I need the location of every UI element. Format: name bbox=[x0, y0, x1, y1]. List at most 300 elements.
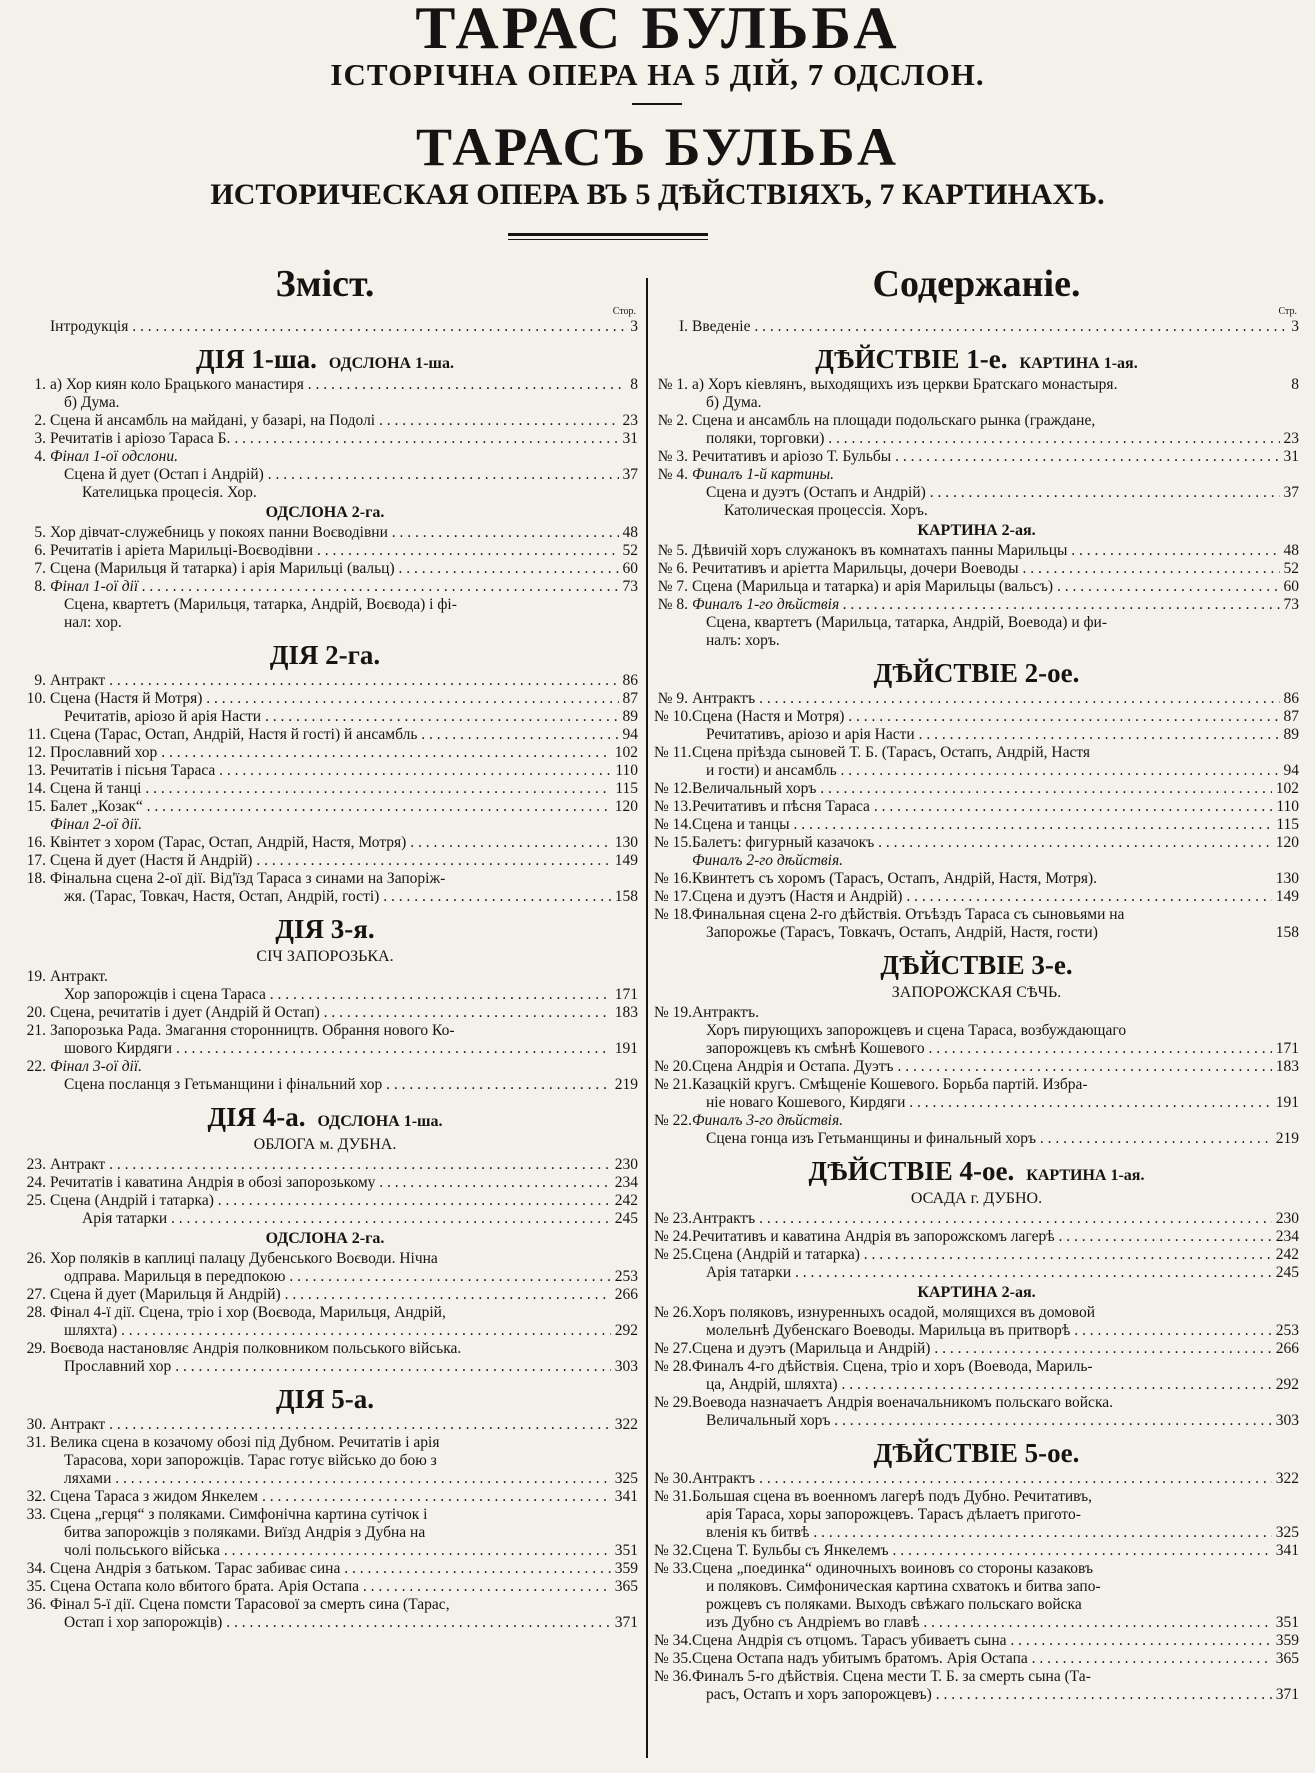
toc-entry bbox=[654, 690, 1299, 708]
entry-number: 18. bbox=[26, 870, 46, 887]
entry-text: Речитативъ и аріетта Марильцы, дочери Воеводы . . . bbox=[692, 560, 1299, 578]
act-heading bbox=[654, 336, 1299, 376]
entry-number: № 24. bbox=[654, 1228, 693, 1245]
entry-text: Сцена (Настя и Мотря) . . . bbox=[692, 708, 1299, 726]
entry-page-number: 253 bbox=[611, 1268, 638, 1286]
toc-entry bbox=[12, 1560, 638, 1578]
entry-page-number: 52 bbox=[1280, 560, 1300, 578]
toc-entry bbox=[12, 1004, 638, 1022]
entry-number: № 30. bbox=[654, 1470, 693, 1487]
entry-text: Сцена Тараса з жидом Янкелем . . . bbox=[50, 1488, 638, 1506]
toc-entry bbox=[12, 1156, 638, 1174]
toc-entry bbox=[12, 1358, 638, 1376]
entry-page-number: 115 bbox=[1272, 816, 1299, 834]
entry-number: № 13. bbox=[654, 798, 693, 815]
entry-page-number: 86 bbox=[619, 672, 639, 690]
entry-page-number: 359 bbox=[1272, 1632, 1299, 1650]
toc-entry bbox=[654, 1560, 1299, 1578]
entry-text: Сцена (Настя й Мотря) . . . bbox=[50, 690, 638, 708]
entry-text: б) Дума. bbox=[64, 394, 120, 411]
act-heading bbox=[654, 942, 1299, 982]
entry-page-number: 86 bbox=[1280, 690, 1300, 708]
scene-heading: ОДСЛОНА 2-га. bbox=[265, 1230, 385, 1247]
toc-entry bbox=[12, 1434, 638, 1452]
entry-text: Хор дівчат-служебниць у покоях панни Воєводівни . . . bbox=[50, 524, 638, 542]
entry-number: 17. bbox=[26, 852, 46, 869]
entry-number: № 7. bbox=[657, 578, 688, 595]
entry-text: а) Хор киян коло Брацького манастиря . . . bbox=[50, 376, 638, 394]
page-column-label: Стор. bbox=[612, 306, 636, 317]
toc-entry bbox=[12, 596, 638, 614]
entry-number: 2. bbox=[34, 412, 46, 429]
entry-text: Казацкій кругъ. Смѣщеніе Кошевого. Борьба партій. Избра- bbox=[692, 1076, 1088, 1093]
entry-text: Сцена и ансамбль на площади подольскаго рынка (граждане, bbox=[692, 412, 1096, 429]
entry-number: 8. bbox=[34, 578, 46, 595]
toc-entry bbox=[12, 1268, 638, 1286]
entry-number: № 4. bbox=[657, 466, 688, 483]
entry-number: 28. bbox=[26, 1304, 46, 1321]
subtitle-russian: ИСТОРИЧЕСКАЯ ОПЕРА ВЪ 5 ДѢЙСТВІЯХЪ, 7 КАРТИНАХЪ. bbox=[210, 178, 1105, 211]
toc-entry bbox=[12, 1210, 638, 1228]
toc-entry bbox=[654, 1322, 1299, 1340]
toc-entry bbox=[12, 614, 638, 632]
entry-text: Балет „Козак“ . . . bbox=[50, 798, 638, 816]
toc-entry bbox=[654, 596, 1299, 614]
entry-number: 30. bbox=[26, 1416, 46, 1433]
entry-text: Финальная сцена 2-го дѣйствія. Отъѣздъ Тараса съ сыновьями на bbox=[692, 906, 1125, 923]
entry-text: Сцена гонца изъ Гетьманщины и финальный хоръ . . . bbox=[706, 1130, 1299, 1148]
entry-page-number: 8 bbox=[626, 376, 638, 394]
entry-number: 24. bbox=[26, 1174, 46, 1191]
toc-entry bbox=[12, 986, 638, 1004]
entry-number: № 5. bbox=[657, 542, 688, 559]
act-heading bbox=[12, 336, 638, 376]
act-heading bbox=[654, 1148, 1299, 1188]
toc-entry bbox=[654, 578, 1299, 596]
entry-number: 3. bbox=[34, 430, 46, 447]
entry-number: № 21. bbox=[654, 1076, 693, 1093]
act-heading bbox=[654, 650, 1299, 690]
entry-text: Величальный хоръ . . . bbox=[692, 780, 1299, 798]
entry-page-number: 158 bbox=[611, 888, 638, 906]
toc-entry bbox=[12, 484, 638, 502]
entry-text: запорожцевъ къ смѣнѣ Кошевого . . . bbox=[706, 1040, 1299, 1058]
entry-page-number: 37 bbox=[1280, 484, 1300, 502]
entry-number: № 6. bbox=[657, 560, 688, 577]
entry-number: 20. bbox=[26, 1004, 46, 1021]
toc-entry bbox=[654, 1394, 1299, 1412]
toc-entry bbox=[654, 1412, 1299, 1430]
entry-text: и поляковъ. Симфоническая картина схватокъ и битва запо- bbox=[706, 1578, 1101, 1595]
entry-text: Антракт. bbox=[50, 968, 108, 985]
entry-page-number: 322 bbox=[611, 1416, 638, 1434]
header-double-rule-top bbox=[508, 233, 708, 236]
entry-text: Сцена (Андрій і татарка) . . . bbox=[50, 1192, 638, 1210]
entry-number: № 1. bbox=[657, 376, 688, 393]
setting-heading: ОСАДА г. ДУБНО. bbox=[910, 1190, 1043, 1207]
entry-page-number: 89 bbox=[619, 708, 639, 726]
toc-entry bbox=[12, 412, 638, 430]
setting-heading: ОБЛОГА м. ДУБНА. bbox=[253, 1136, 397, 1153]
toc-entry bbox=[12, 1076, 638, 1094]
entry-number: 13. bbox=[26, 762, 46, 779]
toc-entry bbox=[12, 1174, 638, 1192]
toc-entry bbox=[12, 762, 638, 780]
entry-text: шляхта) . . . bbox=[64, 1322, 638, 1340]
entry-number: 21. bbox=[26, 1022, 46, 1039]
toc-entry bbox=[12, 816, 638, 834]
scene-label: КАРТИНА 1-ая. bbox=[1019, 355, 1138, 372]
setting-heading: СІЧ ЗАПОРОЗЬКА. bbox=[256, 948, 394, 965]
entry-page-number: 341 bbox=[1272, 1542, 1299, 1560]
scene-heading: ОДСЛОНА 2-га. bbox=[265, 504, 385, 521]
entry-page-number: 31 bbox=[1280, 448, 1300, 466]
toc-entry bbox=[654, 834, 1299, 852]
toc-entry bbox=[12, 726, 638, 744]
entry-text: Сцена, квартетъ (Марильця, татарка, Андрій, Воєвода) і фі- bbox=[64, 596, 457, 613]
entry-text: Финалъ 1-го дѣйствія . . . bbox=[692, 596, 1299, 614]
toc-entry bbox=[654, 726, 1299, 744]
toc-entry bbox=[654, 1340, 1299, 1358]
entry-page-number: 322 bbox=[1272, 1470, 1299, 1488]
entry-text: Речитативъ и пѣсня Тараса . . . bbox=[692, 798, 1299, 816]
entry-text: Хоръ пирующихъ запорожцевъ и сцена Тараса, возбуждающаго bbox=[706, 1022, 1127, 1039]
toc-entry bbox=[12, 1040, 638, 1058]
entry-page-number: 191 bbox=[1272, 1094, 1299, 1112]
toc-entry bbox=[654, 502, 1299, 520]
entry-text: Хор запорожців і сцена Тараса . . . bbox=[64, 986, 638, 1004]
entry-page-number: 245 bbox=[1272, 1264, 1299, 1282]
contents-title: Содержаніе. bbox=[872, 263, 1081, 305]
entry-text: Большая сцена въ военномъ лагерѣ подъ Дубно. Речитативъ, bbox=[692, 1488, 1092, 1505]
entry-text: Сцена посланця з Гетьманщини і фінальний хор . . . bbox=[64, 1076, 638, 1094]
toc-entry bbox=[12, 1022, 638, 1040]
entry-text: Фінал 1-ої одслони. bbox=[50, 448, 178, 465]
toc-entry bbox=[654, 376, 1299, 394]
entry-text: Финалъ 5-го дѣйствія. Сцена мести Т. Б. за смерть сына (Та- bbox=[692, 1668, 1091, 1685]
entry-text: Запорожье (Тарасъ, Товкачъ, Остапъ, Андрій, Настя, гости) bbox=[706, 924, 1098, 941]
page-column-label: Стр. bbox=[1278, 306, 1297, 317]
toc-entry bbox=[12, 524, 638, 542]
toc-entry bbox=[12, 834, 638, 852]
entry-text: а) Хоръ кіевлянъ, выходящихъ изъ церкви Братскагo монастыря. bbox=[692, 376, 1118, 393]
entry-text: Сцена й дует (Остап і Андрій) . . . bbox=[64, 466, 638, 484]
entry-number: № 22. bbox=[654, 1112, 693, 1129]
entry-text: Сцена „герця“ з поляками. Симфонічна картина сутічок і bbox=[50, 1506, 428, 1523]
entry-text: Сцена пріѣзда сыновей Т. Б. (Тарасъ, Остапъ, Андрій, Настя bbox=[692, 744, 1091, 761]
toc-entry bbox=[654, 1004, 1299, 1022]
toc-entry bbox=[654, 1040, 1299, 1058]
entry-text: Сцена (Марильца и татарка) и арія Марильцы (вальсъ) . . . bbox=[692, 578, 1299, 596]
toc-entry bbox=[654, 762, 1299, 780]
act-heading bbox=[654, 1430, 1299, 1470]
toc-entry bbox=[654, 1470, 1299, 1488]
entry-page-number: 234 bbox=[1272, 1228, 1299, 1246]
entry-text: Антракт . . . bbox=[50, 1156, 638, 1174]
entry-page-number: 110 bbox=[1272, 798, 1299, 816]
entry-text: Фінал 4-ї дії. Сцена, тріо і хор (Воєвода, Марильця, Андрій, bbox=[50, 1304, 446, 1321]
entry-page-number: 23 bbox=[619, 412, 639, 430]
entry-page-number: 130 bbox=[1272, 870, 1299, 888]
toc-entry bbox=[12, 1058, 638, 1076]
entry-number: № 27. bbox=[654, 1340, 693, 1357]
entry-page-number: 183 bbox=[1272, 1058, 1299, 1076]
entry-number: № 12. bbox=[654, 780, 693, 797]
entry-page-number: 183 bbox=[611, 1004, 638, 1022]
entry-number: 1. bbox=[34, 376, 46, 393]
entry-text: вленія къ битвѣ . . . bbox=[706, 1524, 1299, 1542]
entry-number: № 25. bbox=[654, 1246, 693, 1263]
entry-text: Сцена „поединка“ одиночныхъ воиновъ со стороны казаковъ bbox=[692, 1560, 1093, 1577]
entry-text: Сцена, квартетъ (Марильца, татарка, Андрій, Воевода) и фи- bbox=[706, 614, 1108, 631]
toc-entry bbox=[654, 466, 1299, 484]
entry-number: 31. bbox=[26, 1434, 46, 1451]
entry-text: Сцена Т. Бульбы съ Янкелемъ . . . bbox=[692, 1542, 1299, 1560]
entry-text: Фінал 1-ої дії . . . bbox=[50, 578, 638, 596]
toc-entry bbox=[654, 1488, 1299, 1506]
entry-number: I. bbox=[678, 318, 688, 335]
entry-page-number: 130 bbox=[611, 834, 638, 852]
act-title: ДІЯ 3-я. bbox=[275, 914, 375, 944]
toc-entry bbox=[654, 448, 1299, 466]
toc-entry bbox=[654, 1112, 1299, 1130]
toc-entry bbox=[654, 484, 1299, 502]
entry-text: Сцена и дуэтъ (Настя и Андрій) . . . bbox=[692, 888, 1299, 906]
entry-number: 25. bbox=[26, 1192, 46, 1209]
toc-entry bbox=[12, 968, 638, 986]
entry-text: одправа. Марильця в передпокою . . . bbox=[64, 1268, 638, 1286]
entry-page-number: 359 bbox=[611, 1560, 638, 1578]
entry-page-number: 292 bbox=[611, 1322, 638, 1340]
toc-entry bbox=[654, 1246, 1299, 1264]
toc-entry bbox=[12, 870, 638, 888]
entry-number: 26. bbox=[26, 1250, 46, 1267]
title-ukrainian: ТАРАС БУЛЬБА bbox=[415, 0, 900, 61]
entry-text: Хор поляків в каплиці палацу Дубенського Воєводи. Нічна bbox=[50, 1250, 438, 1267]
toc-entry bbox=[654, 1376, 1299, 1394]
toc-entry bbox=[654, 1668, 1299, 1686]
entry-page-number: 219 bbox=[1272, 1130, 1299, 1148]
entry-text: Фінал 5-ї дії. Сцена помсти Тарасової за смерть сина (Тарас, bbox=[50, 1596, 450, 1613]
act-heading bbox=[12, 1376, 638, 1416]
toc-entry bbox=[654, 1304, 1299, 1322]
entry-text: Величальный хоръ . . . bbox=[706, 1412, 1299, 1430]
toc-list bbox=[654, 318, 1299, 1704]
entry-number: № 32. bbox=[654, 1542, 693, 1559]
entry-page-number: 245 bbox=[611, 1210, 638, 1228]
setting-heading: ЗАПОРОЖСКАЯ СѢЧЬ. bbox=[891, 984, 1062, 1001]
entry-text: Прославний хор . . . bbox=[50, 744, 638, 762]
entry-text: Антракт . . . bbox=[50, 1416, 638, 1434]
entry-number: № 9. bbox=[657, 690, 688, 707]
toc-entry bbox=[654, 1578, 1299, 1596]
toc-entry bbox=[12, 448, 638, 466]
entry-text: ляхами . . . bbox=[64, 1470, 638, 1488]
entry-number: 12. bbox=[26, 744, 46, 761]
toc-entry bbox=[12, 1470, 638, 1488]
entry-page-number: 31 bbox=[619, 430, 639, 448]
entry-number: 14. bbox=[26, 780, 46, 797]
entry-number: № 11. bbox=[654, 744, 692, 761]
entry-text: Речитативъ и аріозо Т. Бульбы . . . bbox=[692, 448, 1299, 466]
toc-entry bbox=[654, 1094, 1299, 1112]
entry-text: Балетъ: фигурный казачокъ . . . bbox=[692, 834, 1299, 852]
scene-heading: КАРТИНА 2-ая. bbox=[917, 1284, 1036, 1301]
subtitle-ukrainian: ІСТОРІЧНА ОПЕРА НА 5 ДІЙ, 7 ОДСЛОН. bbox=[330, 57, 985, 92]
toc-list bbox=[12, 318, 638, 1632]
entry-page-number: 149 bbox=[1272, 888, 1299, 906]
act-title: ДѢЙСТВІЕ 3-е. bbox=[880, 950, 1073, 980]
entry-number: № 35. bbox=[654, 1650, 693, 1667]
entry-text: Сцена (Андрій и татарка) . . . bbox=[692, 1246, 1299, 1264]
entry-page-number: 87 bbox=[1280, 708, 1300, 726]
entry-page-number: 73 bbox=[619, 578, 639, 596]
entry-page-number: 351 bbox=[611, 1542, 638, 1560]
entry-number: 4. bbox=[34, 448, 46, 465]
toc-entry bbox=[12, 1452, 638, 1470]
scene-heading: КАРТИНА 2-ая. bbox=[917, 522, 1036, 539]
toc-entry bbox=[654, 1228, 1299, 1246]
entry-text: Сцена й дует (Настя й Андрій) . . . bbox=[50, 852, 638, 870]
toc-entry bbox=[654, 1650, 1299, 1668]
act-title: ДІЯ 1-ша. bbox=[196, 344, 317, 374]
entry-text: Сцена Андрія и Остапа. Дуэтъ . . . bbox=[692, 1058, 1299, 1076]
toc-entry bbox=[654, 1358, 1299, 1376]
entry-page-number: 365 bbox=[1272, 1650, 1299, 1668]
toc-entry bbox=[654, 1542, 1299, 1560]
entry-page-number: 3 bbox=[626, 318, 638, 336]
entry-number: 33. bbox=[26, 1506, 46, 1523]
entry-text: Речитатів і аріета Марильці-Воєводівни . . . bbox=[50, 542, 638, 560]
entry-page-number: 87 bbox=[619, 690, 639, 708]
entry-page-number: 89 bbox=[1280, 726, 1300, 744]
entry-text: Сцена (Тарас, Остап, Андрій, Настя й гості) й ансамбль . . . bbox=[50, 726, 638, 744]
toc-entry bbox=[12, 1506, 638, 1524]
entry-number: № 29. bbox=[654, 1394, 693, 1411]
entry-text: Запорозька Рада. Змагання сторонництв. Обрання нового Ко- bbox=[50, 1022, 455, 1039]
toc-entry bbox=[12, 394, 638, 412]
entry-text: Кателицька процесія. Хор. bbox=[82, 484, 257, 501]
entry-page-number: 3 bbox=[1287, 318, 1299, 336]
entry-text: Воевода назначаетъ Андрія военачальникомъ польскаго войска. bbox=[692, 1394, 1113, 1411]
toc-entry bbox=[654, 1632, 1299, 1650]
entry-page-number: 365 bbox=[611, 1578, 638, 1596]
toc-entry bbox=[12, 1578, 638, 1596]
entry-page-number: 23 bbox=[1280, 430, 1300, 448]
toc-entry bbox=[654, 542, 1299, 560]
entry-text: Антрактъ . . . bbox=[692, 1470, 1299, 1488]
entry-text: Сцена (Марильця й татарка) і арія Марильці (вальц) . . . bbox=[50, 560, 638, 578]
act-title: ДѢЙСТВІЕ 2-ое. bbox=[873, 658, 1080, 688]
title-russian: ТАРАСЪ БУЛЬБА bbox=[415, 117, 900, 177]
entry-text: поляки, торговки) . . . bbox=[706, 430, 1299, 448]
entry-page-number: 115 bbox=[611, 780, 638, 798]
scene-label: ОДСЛОНА 1-ша. bbox=[317, 1113, 443, 1130]
act-heading bbox=[12, 1094, 638, 1134]
entry-text: Речитатів і каватина Андрія в обозі запорозькому . . . bbox=[50, 1174, 638, 1192]
entry-text: Сцена й дует (Марильця й Андрій) . . . bbox=[50, 1286, 638, 1304]
entry-number: 7. bbox=[34, 560, 46, 577]
toc-entry bbox=[12, 1322, 638, 1340]
toc-entry bbox=[12, 1524, 638, 1542]
toc-entry bbox=[654, 888, 1299, 906]
entry-text: Сцена й ансамбль на майдані, у базарі, на Подолі . . . bbox=[50, 412, 638, 430]
entry-page-number: 52 bbox=[619, 542, 639, 560]
scene-label: ОДСЛОНА 1-ша. bbox=[328, 355, 454, 372]
entry-text: Сцена Остапа надъ убитымъ братомъ. Арія Остапа . . . bbox=[692, 1650, 1299, 1668]
entry-page-number: 371 bbox=[1272, 1686, 1299, 1704]
act-title: ДІЯ 2-га. bbox=[269, 640, 381, 670]
entry-page-number: 253 bbox=[1272, 1322, 1299, 1340]
entry-number: 10. bbox=[26, 690, 46, 707]
entry-text: Сцена й танці . . . bbox=[50, 780, 638, 798]
toc-entry bbox=[654, 318, 1299, 336]
toc-entry bbox=[12, 690, 638, 708]
entry-text: Інтродукція . . . bbox=[50, 318, 638, 336]
entry-text: Финалъ 1-й картины. bbox=[692, 466, 835, 483]
entry-number: № 8. bbox=[657, 596, 688, 613]
entry-number: 19. bbox=[26, 968, 46, 985]
entry-page-number: 73 bbox=[1280, 596, 1300, 614]
entry-number: 23. bbox=[26, 1156, 46, 1173]
entry-number: 5. bbox=[34, 524, 46, 541]
entry-text: арія Тараса, хоры запорожцевъ. Тарасъ дѣлаетъ пригото- bbox=[706, 1506, 1081, 1523]
entry-text: шового Кирдяги . . . bbox=[64, 1040, 638, 1058]
entry-number: 15. bbox=[26, 798, 46, 815]
entry-text: Антракт . . . bbox=[50, 672, 638, 690]
toc-entry bbox=[12, 852, 638, 870]
entry-text: Сцена и танцы . . . bbox=[692, 816, 1299, 834]
entry-number: № 31. bbox=[654, 1488, 693, 1505]
entry-number: 34. bbox=[26, 1560, 46, 1577]
act-title: ДѢЙСТВІЕ 1-е. bbox=[815, 344, 1008, 374]
entry-page-number: 266 bbox=[611, 1286, 638, 1304]
entry-text: Арія татарки . . . bbox=[82, 1210, 638, 1228]
entry-text: Сцена и дуэтъ (Марильца и Андрій) . . . bbox=[692, 1340, 1299, 1358]
column-divider bbox=[646, 278, 648, 1758]
entry-text: Хоръ поляковъ, изнуренныхъ осадой, молящихся въ домовой bbox=[692, 1304, 1096, 1321]
act-heading bbox=[12, 906, 638, 946]
entry-text: ца, Андрій, шляхта) . . . bbox=[706, 1376, 1299, 1394]
toc-entry bbox=[12, 1286, 638, 1304]
toc-entry bbox=[654, 430, 1299, 448]
entry-number: № 33. bbox=[654, 1560, 693, 1577]
toc-entry bbox=[654, 560, 1299, 578]
entry-text: Финалъ 3-го дѣйствія. bbox=[692, 1112, 844, 1129]
toc-entry bbox=[654, 780, 1299, 798]
toc-entry bbox=[654, 798, 1299, 816]
entry-page-number: 48 bbox=[619, 524, 639, 542]
entry-page-number: 325 bbox=[1272, 1524, 1299, 1542]
toc-entry bbox=[654, 394, 1299, 412]
toc-entry bbox=[654, 1076, 1299, 1094]
entry-number: 16. bbox=[26, 834, 46, 851]
entry-page-number: 292 bbox=[1272, 1376, 1299, 1394]
entry-text: Фінальна сцена 2-ої дії. Від'їзд Тараса з синами на Запоріж- bbox=[50, 870, 446, 887]
entry-number: № 2. bbox=[657, 412, 688, 429]
entry-page-number: 219 bbox=[611, 1076, 638, 1094]
entry-number: 6. bbox=[34, 542, 46, 559]
toc-entry bbox=[654, 870, 1299, 888]
entry-text: молельнѣ Дубенскаго Воеводы. Марильца въ притворѣ . . . bbox=[706, 1322, 1299, 1340]
toc-entry bbox=[654, 1264, 1299, 1282]
entry-text: чолі польського війська . . . bbox=[64, 1542, 638, 1560]
entry-number: № 20. bbox=[654, 1058, 693, 1075]
entry-page-number: 266 bbox=[1272, 1340, 1299, 1358]
contents-ukrainian bbox=[12, 262, 638, 1632]
toc-entry bbox=[654, 708, 1299, 726]
entry-page-number: 242 bbox=[1272, 1246, 1299, 1264]
